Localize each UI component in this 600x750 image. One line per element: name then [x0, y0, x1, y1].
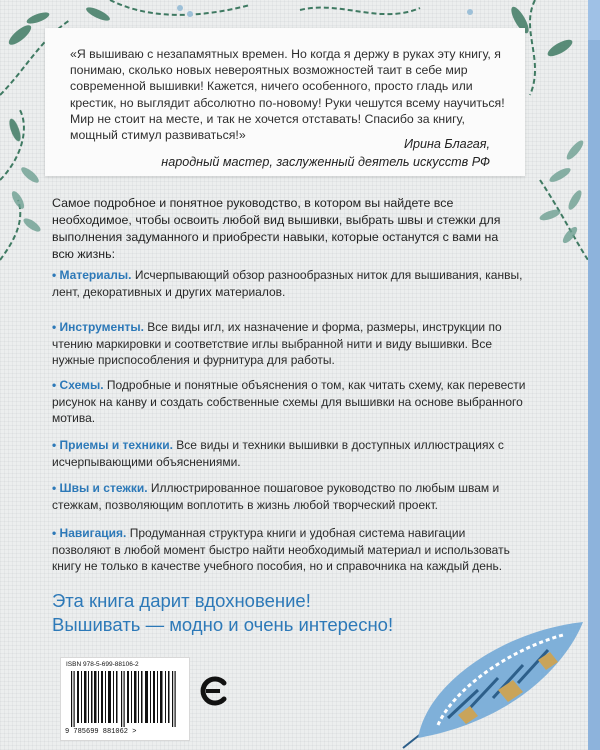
intro-paragraph: Самое подробное и понятное руководство, в котором вы найдете все необходимое, чтобы освоить любой вид вышивки, выбрать швы и стежки для выполнения задуманного и приобрести навыки, которые останутся с вами на всю жизнь: — [52, 196, 501, 261]
slogan-line-2: Вышивать — модно и очень интересно! — [52, 614, 394, 635]
section-schemes — [52, 377, 527, 427]
feather-icon — [398, 620, 588, 750]
barcode — [60, 657, 190, 741]
section-text: Все виды игл, их назначение и форма, размеры, инструкции по чтению маркировки и соответствие иглы выбранной нити и виду вышивки. Все нужные приспособления и фурнитура для работы. — [52, 320, 502, 367]
section-head: • Швы и стежки. — [52, 481, 148, 495]
spine-strip — [588, 0, 600, 40]
slogan-line-1: Эта книга дарит вдохновение! — [52, 590, 311, 611]
section-materials — [52, 267, 527, 300]
section-text: Исчерпывающий обзор разнообразных ниток для вышивания, канвы, лент, декоративных и других материалов. — [52, 268, 523, 299]
section-text: Иллюстрированное пошаговое руководство по любым швам и стежкам, позволяющим воплотить в жизнь любой творческий проект. — [52, 481, 500, 512]
quote-author-title: народный мастер, заслуженный деятель искусств РФ — [161, 155, 490, 169]
isbn-label: ISBN 978-5-699-88106-2 — [66, 661, 139, 668]
section-techniques — [52, 437, 527, 470]
section-text: Все виды и техники вышивки в доступных иллюстрациях с исчерпывающими объяснениями. — [52, 438, 504, 469]
section-head: • Приемы и техники. — [52, 438, 173, 452]
barcode-bars — [67, 671, 183, 727]
section-navigation — [52, 525, 527, 575]
section-tools — [52, 319, 527, 369]
barcode-number: 9 785699 881062 > — [65, 728, 137, 736]
publisher-logo-icon — [198, 675, 230, 707]
section-head: • Материалы. — [52, 268, 132, 282]
section-head: • Навигация. — [52, 526, 127, 540]
spine-edge — [588, 0, 600, 750]
section-stitches — [52, 480, 527, 513]
section-text: Продуманная структура книги и удобная система навигации позволяют в любой момент быстро найти необходимый материал и использовать книгу не только в качестве учебного пособия, но и справочника на каждый день. — [52, 526, 510, 573]
quote-author: Ирина Благая, — [403, 137, 490, 151]
section-head: • Схемы. — [52, 378, 104, 392]
quote-text: «Я вышиваю с незапамятных времен. Но когда я держу в руках эту книгу, я понимаю, сколько новых невероятных возможностей таит в себе мир современной вышивки! Кажется, ничего особенного, просто гладь или крестик, но выглядит абсолютно по-новому! Руки чешутся всему научиться! Мир не стоит на месте, и так не хочется отставать! Спасибо за книгу, мощный стимул развиваться!» — [70, 47, 505, 143]
section-text: Подробные и понятные объяснения о том, как читать схему, как перевести рисунок на канву и создать собственные схемы для вышивки на основе выбранного мотива. — [52, 378, 526, 425]
section-head: • Инструменты. — [52, 320, 144, 334]
